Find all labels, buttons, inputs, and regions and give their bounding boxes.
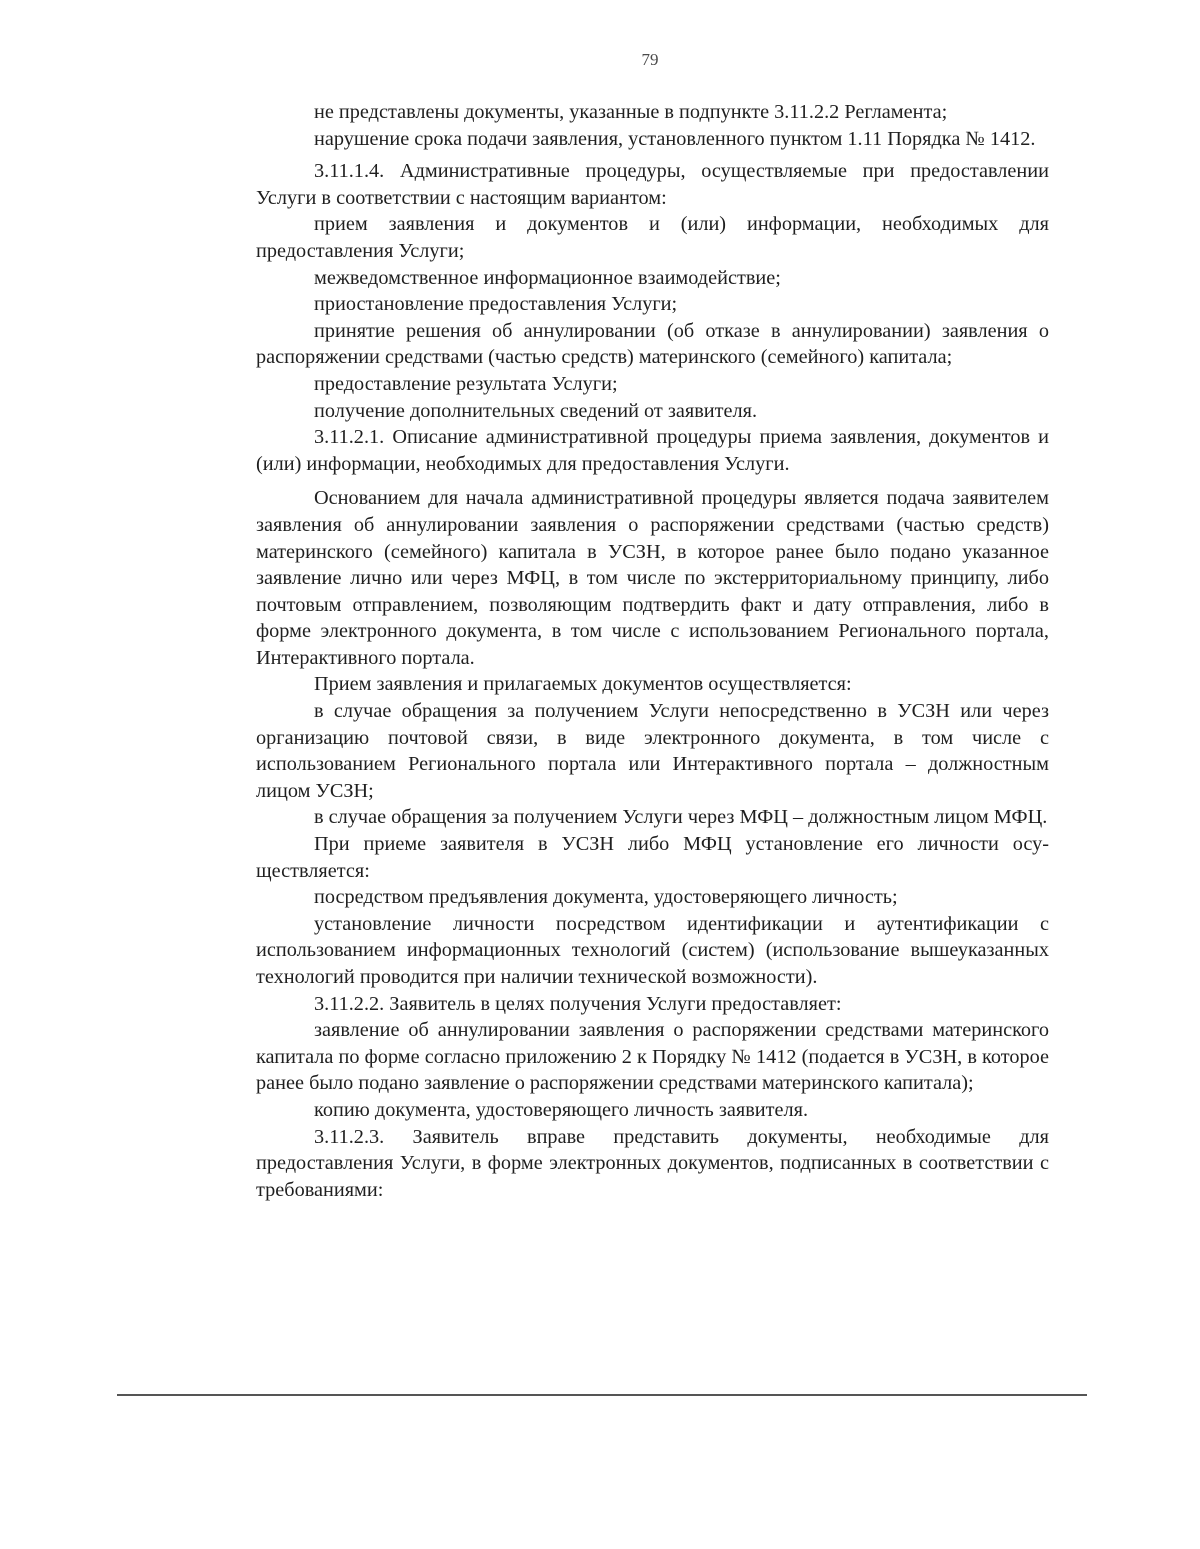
paragraph: установление личности посредством идентификации и аутентификации с использованием информационных технологий (систем) (использование вышеуказанных технологий проводится при наличии технической возможности).	[256, 912, 1049, 988]
paragraph: предоставление результата Услуги;	[314, 372, 618, 395]
document-text	[256, 99, 1049, 1203]
paragraph: копию документа, удостоверяющего личность заявителя.	[314, 1098, 809, 1121]
bottom-divider	[117, 1394, 1087, 1396]
paragraph: Прием заявления и прилагаемых документов осуществляется:	[314, 673, 852, 696]
paragraph: 3.11.1.4. Административные процедуры, осуществляемые при предоставлении Услуги в соответствии с настоящим вариантом:	[256, 160, 1049, 209]
paragraph: посредством предъявления документа, удостоверяющего личность;	[314, 886, 898, 909]
paragraph: прием заявления и документов и (или) информации, необходимых для предоставления Услуги;	[256, 213, 1049, 262]
paragraph: в случае обращения за получением Услуги через МФЦ – должностным лицом МФЦ.	[314, 806, 1048, 829]
paragraph: межведомственное информационное взаимодействие;	[314, 266, 781, 289]
paragraph: При приеме заявителя в УСЗН либо МФЦ установление его личности осуществляется:	[256, 833, 1049, 882]
paragraph: получение дополнительных сведений от заявителя.	[314, 399, 758, 422]
paragraph: 3.11.2.2. Заявитель в целях получения Услуги предоставляет:	[314, 992, 842, 1015]
paragraph: не представлены документы, указанные в подпункте 3.11.2.2 Регламента;	[314, 101, 948, 123]
paragraph: 3.11.2.1. Описание административной процедуры приема заявления, документов и (или) информации, необходимых для предоставления Услуги.	[256, 426, 1049, 475]
page-number: 79	[641, 50, 659, 69]
paragraph: в случае обращения за получением Услуги непосредственно в УСЗН или через организацию почтовой связи, в виде электронного документа, в том числе с использованием Регионального портала или Интерактивного портала – должностным лицом УСЗН;	[256, 700, 1049, 802]
paragraph: приостановление предоставления Услуги;	[314, 293, 678, 316]
paragraph: принятие решения об аннулировании (об отказе в аннулировании) заявления о распоряжении средствами (частью средств) материнского (семейного) капитала;	[256, 319, 1049, 369]
paragraph: нарушение срока подачи заявления, установленного пунктом 1.11 Порядка № 1412.	[314, 127, 1036, 150]
paragraph: заявление об аннулировании заявления о распоряжении средствами материнского капитала по форме согласно приложению 2 к Порядку № 1412 (подается в УСЗН, в которое ранее было подано заявление о распоряжении средствами материнского капитала);	[256, 1019, 1049, 1095]
paragraph: Основанием для начала административной процедуры является подача заявителем заявления об аннулировании заявления о распоряжении средствами (частью средств) материнского (семейного) капитала в УСЗН, в которое ранее было подано указанное заявление лично или через МФЦ, в том числе по экстерриториальному принципу, либо почтовым отправлением, позволяющим подтвердить факт и дату отправления, либо в форме электронного документа, в том числе с использованием Регионального портала, Интерактивного портала.	[256, 487, 1049, 669]
paragraph: 3.11.2.3. Заявитель вправе представить документы, необходимые для предоставления Услуги, в форме электронных документов, подписанных в соответствии с требованиями:	[256, 1125, 1049, 1201]
